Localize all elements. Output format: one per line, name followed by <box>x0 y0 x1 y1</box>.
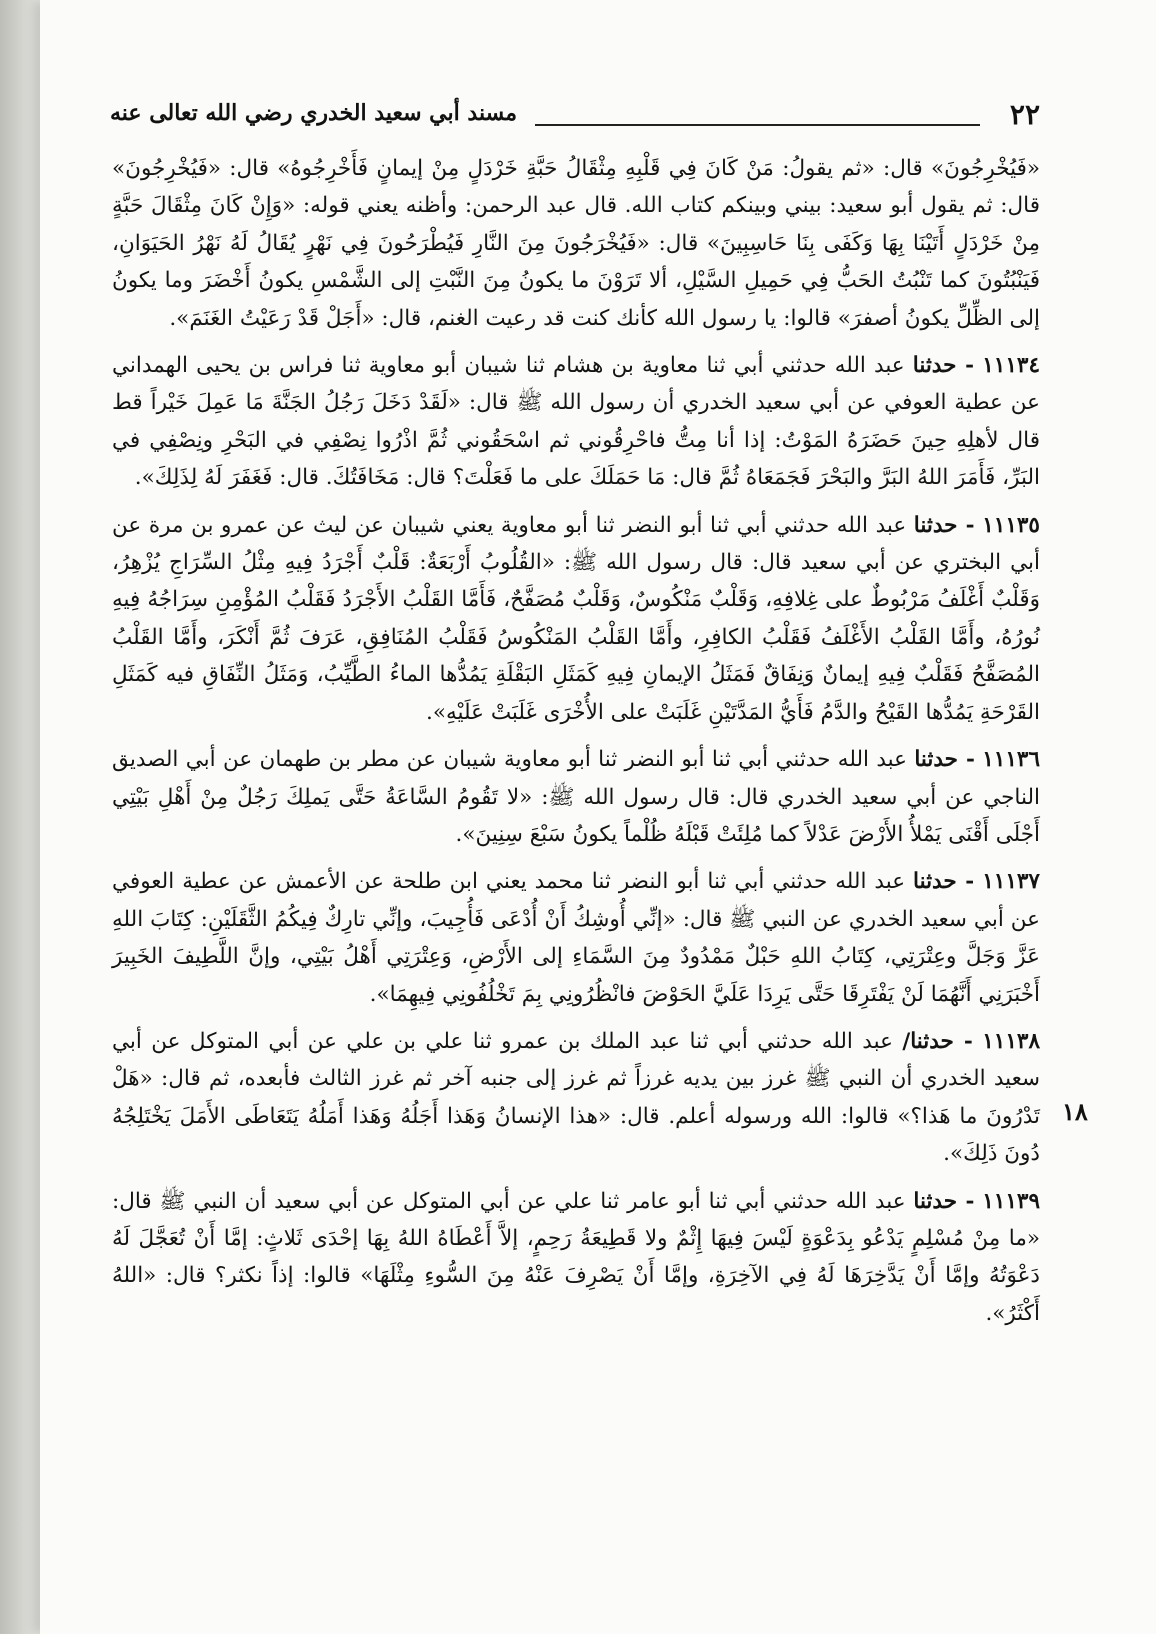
paragraph-text: عبد الله حدثني أبي ثنا عبد الملك بن عمرو ثنا علي بن علي عن أبي المتوكل عن أبي سعيد الخدري أن النبي ﷺ غرز بين يديه غرزاً ثم غرز إلى جنبه آخر ثم غرز الثالث فأبعده، ثم قال: «هَلْ تَدْرُونَ ما هَذا؟» قالوا: الله ورسوله أعلم. قال: «هذا الإنسانُ وَهَذا أَجَلُهُ وَهَذا أَمَلُهُ يَتَعَاطَى الأَمَلَ يَخْتَلِجُهُ دُونَ ذَلِكَ». <box>112 1028 1040 1167</box>
paragraph-text: عبد الله حدثني أبي ثنا معاوية بن هشام ثنا شيبان أبو معاوية ثنا فراس بن يحيى الهمداني عن عطية العوفي عن أبي سعيد الخدري أن رسول الله ﷺ قال: «لَقَدْ دَخَلَ رَجُلُ الجَنَّةَ مَا عَمِلَ خَيْراً قط قال لأهلِهِ حِينَ حَضَرَهُ المَوْتُ: إذا أنا مِتُّ فاحْرِقُوني ثم اسْحَقُوني ثُمَّ اذْرُوا نِصْفِي في البَحْرِ ونِصْفِي في البَرِّ، فَأَمَرَ اللهُ البَرَّ والبَحْرَ فَجَمَعَاهُ ثُمَّ قال: مَا حَمَلَكَ على ما فَعَلْتَ؟ قال: مَخَافَتُكَ. قال: فَغَفَرَ لَهُ لِذَلِكَ». <box>112 353 1040 491</box>
hadith-number: ١١١٣٦ <box>982 747 1040 773</box>
hadith-11137: ١١١٣٧ - حدثنا عبد الله حدثني أبي ثنا أبو النضر ثنا محمد يعني ابن طلحة عن الأعمش عن عطية العوفي عن أبي سعيد الخدري عن النبي ﷺ قال: «إنِّي أُوشِكُ أَنْ أُدْعَى فَأُجِيبَ، وإنِّي تارِكٌ فِيكُمُ الثَّقَلَيْنِ: كِتَابَ اللهِ عَزَّ وَجَلَّ وعِتْرَتِي، كِتَابُ اللهِ حَبْلٌ مَمْدُودٌ مِنَ السَّمَاءِ إلى الأَرْضِ، وَعِتْرَتِي أَهْلُ بَيْتِي، وإنَّ اللَّطِيفَ الخَبِيرَ أَخْبَرَنِي أَنَّهُمَا لَنْ يَفْتَرِقَا حَتَّى يَرِدَا عَلَيَّ الحَوْضَ فانْظُرُونِي بِمَ تَخْلُفُونِي فِيهِمَا». <box>112 869 1040 1007</box>
running-header <box>110 98 1040 138</box>
margin-volume-marker: ١٨ <box>1062 1097 1088 1126</box>
hadith-number: ١١١٣٩ <box>982 1188 1040 1214</box>
hadith-11135: ١١١٣٥ - حدثنا عبد الله حدثني أبي ثنا أبو النضر ثنا أبو معاوية يعني شيبان عن ليث عن عمرو بن مرة عن أبي البختري عن أبي سعيد قال: قال رسول الله ﷺ: «القُلُوبُ أَرْبَعَةٌ: قَلْبٌ أَجْرَدُ فِيهِ مِثْلُ السِّرَاجِ يُزْهِرُ، وَقَلْبٌ أَغْلَفُ مَرْبُوطٌ على غِلافِهِ، وَقَلْبٌ مَنْكُوسٌ، وَقَلْبٌ مُصَفَّحٌ، فَأَمَّا القَلْبُ الأَجْرَدُ فَقَلْبُ المُؤْمِنِ سِرَاجُهُ فِيهِ نُورُهُ، وأَمَّا القَلْبُ الأَغْلَفُ فَقَلْبُ الكافِرِ، وأَمَّا القَلْبُ المَنْكُوسُ فَقَلْبُ المُنَافِقِ، عَرَفَ ثُمَّ أَنْكَرَ، وأَمَّا القَلْبُ المُصَفَّحُ فَقَلْبٌ فِيهِ إيمانٌ وَنِفَاقٌ فَمَثَلُ الإيمانِ فِيهِ كَمَثَلِ البَقْلَةِ يَمُدُّها الماءُ الطَّيِّبُ، وَمَثَلُ النِّفَاقِ فيه كَمَثَلِ القَرْحَةِ يَمُدُّها القَيْحُ والدَّمُ فَأَيُّ المَدَّتَيْنِ غَلَبَتْ على الأُخْرَى غَلَبَتْ عَلَيْهِ». <box>112 512 1040 725</box>
hadith-lead-word: حدثنا <box>914 747 958 773</box>
paragraph-text: عبد الله حدثني أبي ثنا أبو عامر ثنا علي عن أبي المتوكل عن أبي سعيد أن النبي ﷺ قال: «ما مِنْ مُسْلِمٍ يَدْعُو بِدَعْوَةٍ لَيْسَ فِيهَا إِثْمٌ ولا قَطِيعَةُ رَحِمٍ، إلاَّ أَعْطَاهُ اللهُ بِهَا إحْدَى ثَلاثٍ: إمَّا أَنْ تُعَجَّلَ لَهُ دَعْوَتُهُ وإمَّا أَنْ يَدَّخِرَهَا لَهُ فِي الآخِرَةِ، وإمَّا أَنْ يَصْرِفَ عَنْهُ مِنَ السُّوءِ مِثْلَهَا» قالوا: إذاً نكثر؟ قال: «اللهُ أَكْثَرُ». <box>112 1188 1040 1326</box>
paragraph-text: عبد الله حدثني أبي ثنا أبو النضر ثنا محمد يعني ابن طلحة عن الأعمش عن عطية العوفي عن أبي سعيد الخدري عن النبي ﷺ قال: «إنِّي أُوشِكُ أَنْ أُدْعَى فَأُجِيبَ، وإنِّي تارِكٌ فِيكُمُ الثَّقَلَيْنِ: كِتَابَ اللهِ عَزَّ وَجَلَّ وعِتْرَتِي، كِتَابُ اللهِ حَبْلٌ مَمْدُودٌ مِنَ السَّمَاءِ إلى الأَرْضِ، وَعِتْرَتِي أَهْلُ بَيْتِي، وإنَّ اللَّطِيفَ الخَبِيرَ أَخْبَرَنِي أَنَّهُمَا لَنْ يَفْتَرِقَا حَتَّى يَرِدَا عَلَيَّ الحَوْضَ فانْظُرُونِي بِمَ تَخْلُفُونِي فِيهِمَا». <box>112 869 1040 1007</box>
page-body <box>112 150 1040 1342</box>
hadith-11134: ١١١٣٤ - حدثنا عبد الله حدثني أبي ثنا معاوية بن هشام ثنا شيبان أبو معاوية ثنا فراس بن يحيى الهمداني عن عطية العوفي عن أبي سعيد الخدري أن رسول الله ﷺ قال: «لَقَدْ دَخَلَ رَجُلُ الجَنَّةَ مَا عَمِلَ خَيْراً قط قال لأهلِهِ حِينَ حَضَرَهُ المَوْتُ: إذا أنا مِتُّ فاحْرِقُوني ثم اسْحَقُوني ثُمَّ اذْرُوا نِصْفِي في البَحْرِ ونِصْفِي في البَرِّ، فَأَمَرَ اللهُ البَرَّ والبَحْرَ فَجَمَعَاهُ ثُمَّ قال: مَا حَمَلَكَ على ما فَعَلْتَ؟ قال: مَخَافَتُكَ. قال: فَغَفَرَ لَهُ لِذَلِكَ». <box>112 353 1040 491</box>
hadith-11136: ١١١٣٦ - حدثنا عبد الله حدثني أبي ثنا أبو النضر ثنا أبو معاوية شيبان عن مطر بن طهمان عن أبي الصديق الناجي عن أبي سعيد الخدري قال: قال رسول الله ﷺ: «لا تَقُومُ السَّاعَةُ حَتَّى يَملِكَ رَجُلٌ مِنْ أَهْلِ بَيْتِي أَجْلَى أَقْنَى يَمْلأُ الأَرْضَ عَدْلاً كما مُلِئَتْ قَبْلَهُ ظُلْماً يكونُ سَبْعَ سِنِينَ». <box>112 747 1040 847</box>
hadith-number: ١١١٣٤ <box>982 353 1040 379</box>
hadith-lead-word: حدثنا <box>912 353 957 379</box>
hadith-lead-word: حدثنا <box>913 512 958 538</box>
hadith-lead-word: حدثنا <box>913 1188 957 1214</box>
hadith-11139: ١١١٣٩ - حدثنا عبد الله حدثني أبي ثنا أبو عامر ثنا علي عن أبي المتوكل عن أبي سعيد أن النبي ﷺ قال: «ما مِنْ مُسْلِمٍ يَدْعُو بِدَعْوَةٍ لَيْسَ فِيهَا إِثْمٌ ولا قَطِيعَةُ رَحِمٍ، إلاَّ أَعْطَاهُ اللهُ بِهَا إحْدَى ثَلاثٍ: إمَّا أَنْ تُعَجَّلَ لَهُ دَعْوَتُهُ وإمَّا أَنْ يَدَّخِرَهَا لَهُ فِي الآخِرَةِ، وإمَّا أَنْ يَصْرِفَ عَنْهُ مِنَ السُّوءِ مِثْلَهَا» قالوا: إذاً نكثر؟ قال: «اللهُ أَكْثَرُ». <box>112 1188 1040 1326</box>
header-title: مسند أبي سعيد الخدري رضي الله تعالى عنه <box>110 100 517 126</box>
hadith-number: ١١١٣٥ <box>982 512 1040 538</box>
hadith-number: ١١١٣٨ <box>982 1028 1040 1054</box>
header-rule <box>535 124 980 126</box>
paragraph-continuation <box>112 150 1040 337</box>
paragraph-text: عبد الله حدثني أبي ثنا أبو النضر ثنا أبو معاوية شيبان عن مطر بن طهمان عن أبي الصديق الناجي عن أبي سعيد الخدري قال: قال رسول الله ﷺ: «لا تَقُومُ السَّاعَةُ حَتَّى يَملِكَ رَجُلٌ مِنْ أَهْلِ بَيْتِي أَجْلَى أَقْنَى يَمْلأُ الأَرْضَ عَدْلاً كما مُلِئَتْ قَبْلَهُ ظُلْماً يكونُ سَبْعَ سِنِينَ». <box>112 747 1040 847</box>
page-number: ٢٢ <box>1009 98 1040 131</box>
hadith-11138: ١١١٣٨ - حدثنا/ عبد الله حدثني أبي ثنا عبد الملك بن عمرو ثنا علي بن علي عن أبي المتوكل عن أبي سعيد الخدري أن النبي ﷺ غرز بين يديه غرزاً ثم غرز إلى جنبه آخر ثم غرز الثالث فأبعده، ثم قال: «هَلْ تَدْرُونَ ما هَذا؟» قالوا: الله ورسوله أعلم. قال: «هذا الإنسانُ وَهَذا أَجَلُهُ وَهَذا أَمَلُهُ يَتَعَاطَى الأَمَلَ يَخْتَلِجُهُ دُونَ ذَلِكَ». <box>112 1028 1040 1167</box>
hadith-lead-word: حدثنا/ <box>902 1028 954 1054</box>
paragraph-text: «فَيُخْرِجُونَ» قال: «ثم يقولُ: مَنْ كَانَ فِي قَلْبِهِ مِثْقَالُ حَبَّةِ خَرْدَلٍ مِنْ إيمانٍ فَأَخْرِجُوهُ» قال: «فَيُخْرِجُونَ» قال: ثم يقول أبو سعيد: بيني وبينكم كتاب الله. قال عبد الرحمن: وأظنه يعني قوله: «وَإِنْ كَانَ مِثْقَالَ حَبَّةٍ مِنْ خَرْدَلٍ أَتَيْنَا بِهَا وَكَفَى بِنَا حَاسِبِينَ» قال: «فَيُخْرَجُونَ مِنَ النَّارِ فَيُطْرَحُونَ فِي نَهْرٍ يُقَالُ لَهُ نَهْرُ الحَيَوَانِ، فَيَنْبُتُونَ كما تَنْبُتُ الحَبُّ فِي حَمِيلِ السَّيْلِ، ألا تَرَوْنَ ما يكونُ مِنَ النَّبْتِ إلى الشَّمْسِ يكونُ أَخْضَرَ وما يكونُ إلى الظِّلِّ يكونُ أصفرَ» قالوا: يا رسول الله كأنك كنت قد رعيت الغنم، قال: «أَجَلْ قَدْ رَعَيْتُ الغَنَمَ». <box>112 156 1040 331</box>
paragraph-text: عبد الله حدثني أبي ثنا أبو النضر ثنا أبو معاوية يعني شيبان عن ليث عن عمرو بن مرة عن أبي البختري عن أبي سعيد قال: قال رسول الله ﷺ: «القُلُوبُ أَرْبَعَةٌ: قَلْبٌ أَجْرَدُ فِيهِ مِثْلُ السِّرَاجِ يُزْهِرُ، وَقَلْبٌ أَغْلَفُ مَرْبُوطٌ على غِلافِهِ، وَقَلْبٌ مَنْكُوسٌ، وَقَلْبٌ مُصَفَّحٌ، فَأَمَّا القَلْبُ الأَجْرَدُ فَقَلْبُ المُؤْمِنِ سِرَاجُهُ فِيهِ نُورُهُ، وأَمَّا القَلْبُ الأَغْلَفُ فَقَلْبُ الكافِرِ، وأَمَّا القَلْبُ المَنْكُوسُ فَقَلْبُ المُنَافِقِ، عَرَفَ ثُمَّ أَنْكَرَ، وأَمَّا القَلْبُ المُصَفَّحُ فَقَلْبٌ فِيهِ إيمانٌ وَنِفَاقٌ فَمَثَلُ الإيمانِ فِيهِ كَمَثَلِ البَقْلَةِ يَمُدُّها الماءُ الطَّيِّبُ، وَمَثَلُ النِّفَاقِ فيه كَمَثَلِ القَرْحَةِ يَمُدُّها القَيْحُ والدَّمُ فَأَيُّ المَدَّتَيْنِ غَلَبَتْ على الأُخْرَى غَلَبَتْ عَلَيْهِ». <box>112 512 1040 725</box>
book-spine-shadow <box>0 0 40 1634</box>
hadith-number: ١١١٣٧ <box>982 869 1040 895</box>
hadith-lead-word: حدثنا <box>913 869 957 895</box>
